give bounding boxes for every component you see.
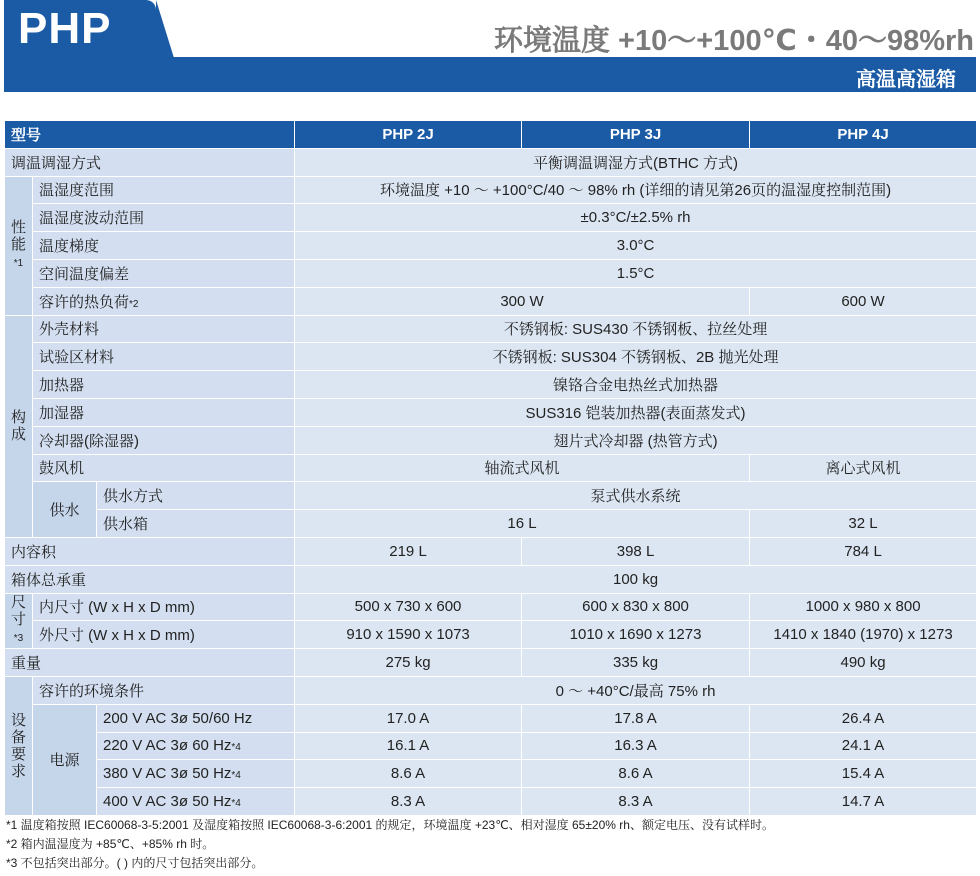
row-label-text: 400 V AC 3ø 50 Hz xyxy=(103,793,232,811)
row-value: 泵式供水系统 xyxy=(295,482,977,510)
row-value: 500 x 730 x 600 xyxy=(295,593,522,621)
row-label xyxy=(97,760,295,788)
row-label: 容许的环境条件 xyxy=(33,676,295,704)
table-row xyxy=(5,732,977,760)
subgroup-water: 供水 xyxy=(33,482,97,538)
row-value: SUS316 铠装加热器(表面蒸发式) xyxy=(295,398,977,426)
row-label: 空间温度偏差 xyxy=(33,259,295,287)
table-row xyxy=(5,760,977,788)
table-header-row xyxy=(5,121,977,149)
row-label: 加湿器 xyxy=(33,398,295,426)
footnote-ref: *2 xyxy=(129,298,139,310)
table-row xyxy=(5,788,977,816)
table-row xyxy=(5,287,977,315)
row-label xyxy=(97,704,295,732)
model-4j: PHP 4J xyxy=(750,121,977,149)
row-label-text: 220 V AC 3ø 60 Hz xyxy=(103,737,232,755)
row-value: 翅片式冷却器 (热管方式) xyxy=(295,426,977,454)
row-value: 1000 x 980 x 800 xyxy=(750,593,977,621)
row-label: 外壳材料 xyxy=(33,315,295,343)
row-value: 335 kg xyxy=(522,649,750,677)
row-value: 275 kg xyxy=(295,649,522,677)
row-label: 箱体总承重 xyxy=(5,565,295,593)
table-row xyxy=(5,621,977,649)
row-value: 14.7 A xyxy=(750,788,977,816)
table-row xyxy=(5,259,977,287)
row-value: 平衡调温调湿方式(BTHC 方式) xyxy=(295,148,977,176)
row-value: 8.6 A xyxy=(295,760,522,788)
row-label: 试验区材料 xyxy=(33,343,295,371)
row-value: 离心式风机 xyxy=(750,454,977,482)
product-tab xyxy=(4,0,156,58)
row-label: 温湿度范围 xyxy=(33,176,295,204)
row-label: 供水箱 xyxy=(97,510,295,538)
row-label: 内容积 xyxy=(5,537,295,565)
row-label: 温湿度波动范围 xyxy=(33,204,295,232)
row-value: 490 kg xyxy=(750,649,977,677)
row-value: 8.6 A xyxy=(522,760,750,788)
row-value: 8.3 A xyxy=(295,788,522,816)
table-row xyxy=(5,176,977,204)
row-value: 910 x 1590 x 1073 xyxy=(295,621,522,649)
row-value: 784 L xyxy=(750,537,977,565)
row-value: 1410 x 1840 (1970) x 1273 xyxy=(750,621,977,649)
row-value: 17.0 A xyxy=(295,704,522,732)
table-row xyxy=(5,204,977,232)
row-value: 1010 x 1690 x 1273 xyxy=(522,621,750,649)
group-note: *3 xyxy=(13,633,24,645)
table-row xyxy=(5,343,977,371)
row-value: 镍铬合金电热丝式加热器 xyxy=(295,371,977,399)
conditions-title: 环境温度 +10～+100℃・40～98%rh xyxy=(494,25,974,57)
row-label-text: 容许的热负荷 xyxy=(39,293,130,311)
page-header xyxy=(0,0,980,92)
group-dimensions xyxy=(5,593,33,649)
footnote-ref: *4 xyxy=(231,770,241,782)
model-header: 型号 xyxy=(5,121,295,149)
row-value: 32 L xyxy=(750,510,977,538)
group-label: 尺寸 xyxy=(11,594,27,629)
group-label: 性能 xyxy=(11,219,27,254)
table-row xyxy=(5,704,977,732)
row-value: 600 x 830 x 800 xyxy=(522,593,750,621)
row-value: 环境温度 +10 ～ +100°C/40 ～ 98% rh (详细的请见第26页的温湿度控制范围) xyxy=(295,176,977,204)
table-row xyxy=(5,676,977,704)
row-label-text: 380 V AC 3ø 50 Hz xyxy=(103,765,232,783)
row-value: 100 kg xyxy=(295,565,977,593)
group-note: *1 xyxy=(13,258,24,270)
group-construction xyxy=(5,315,33,537)
group-label: 构成 xyxy=(11,409,27,444)
footnote-2: *2 箱内温湿度为 +85℃、+85% rh 时。 xyxy=(6,837,215,851)
row-label xyxy=(33,287,295,315)
row-value: 0 ～ +40°C/最高 75% rh xyxy=(295,676,977,704)
table-row xyxy=(5,148,977,176)
row-value: 15.4 A xyxy=(750,760,977,788)
group-equipment xyxy=(5,676,33,815)
table-row xyxy=(5,454,977,482)
row-value: 8.3 A xyxy=(522,788,750,816)
row-label: 冷却器(除湿器) xyxy=(33,426,295,454)
footnote-ref: *4 xyxy=(231,798,241,810)
row-value: 不锈钢板: SUS430 不锈钢板、拉丝处理 xyxy=(295,315,977,343)
footnotes xyxy=(6,816,774,873)
table-row xyxy=(5,649,977,677)
row-value: 不锈钢板: SUS304 不锈钢板、2B 抛光处理 xyxy=(295,343,977,371)
footnote-1: *1 温度箱按照 IEC60068-3-5:2001 及湿度箱按照 IEC60068-3-6:2001 的规定，环境温度 +23℃、相对湿度 65±20% rh、额定电压、没有试样时。 xyxy=(6,818,774,832)
table-row xyxy=(5,371,977,399)
subtitle-band xyxy=(4,59,976,92)
table-row xyxy=(5,232,977,260)
subgroup-power: 电源 xyxy=(33,704,97,815)
table-row xyxy=(5,565,977,593)
row-value: 300 W xyxy=(295,287,750,315)
row-label: 内尺寸 (W x H x D mm) xyxy=(33,593,295,621)
table-row xyxy=(5,537,977,565)
row-label-text: 200 V AC 3ø 50/60 Hz xyxy=(103,709,253,727)
row-value: 16.1 A xyxy=(295,732,522,760)
row-value: 600 W xyxy=(750,287,977,315)
subtitle: 高温高湿箱 xyxy=(856,67,956,91)
row-label xyxy=(97,732,295,760)
spec-table xyxy=(4,120,977,816)
group-performance xyxy=(5,176,33,315)
footnote-3: *3 不包括突出部分。( ) 内的尺寸包括突出部分。 xyxy=(6,856,264,870)
table-row xyxy=(5,315,977,343)
row-value: ±0.3°C/±2.5% rh xyxy=(295,204,977,232)
table-row xyxy=(5,398,977,426)
table-row xyxy=(5,593,977,621)
row-label: 鼓风机 xyxy=(33,454,295,482)
table-row xyxy=(5,482,977,510)
row-value: 轴流式风机 xyxy=(295,454,750,482)
row-value: 1.5°C xyxy=(295,259,977,287)
model-2j: PHP 2J xyxy=(295,121,522,149)
row-label xyxy=(97,788,295,816)
row-label: 温度梯度 xyxy=(33,232,295,260)
model-3j: PHP 3J xyxy=(522,121,750,149)
footnote-ref: *4 xyxy=(231,742,241,754)
row-value: 3.0°C xyxy=(295,232,977,260)
row-label: 重量 xyxy=(5,649,295,677)
row-value: 16.3 A xyxy=(522,732,750,760)
row-label: 加热器 xyxy=(33,371,295,399)
row-label: 调温调湿方式 xyxy=(5,148,295,176)
product-title: PHP xyxy=(18,4,112,53)
row-value: 16 L xyxy=(295,510,750,538)
row-label: 供水方式 xyxy=(97,482,295,510)
row-value: 24.1 A xyxy=(750,732,977,760)
row-label: 外尺寸 (W x H x D mm) xyxy=(33,621,295,649)
table-row xyxy=(5,510,977,538)
table-row xyxy=(5,426,977,454)
row-value: 219 L xyxy=(295,537,522,565)
row-value: 398 L xyxy=(522,537,750,565)
group-label: 设备要求 xyxy=(11,711,27,780)
row-value: 26.4 A xyxy=(750,704,977,732)
row-value: 17.8 A xyxy=(522,704,750,732)
